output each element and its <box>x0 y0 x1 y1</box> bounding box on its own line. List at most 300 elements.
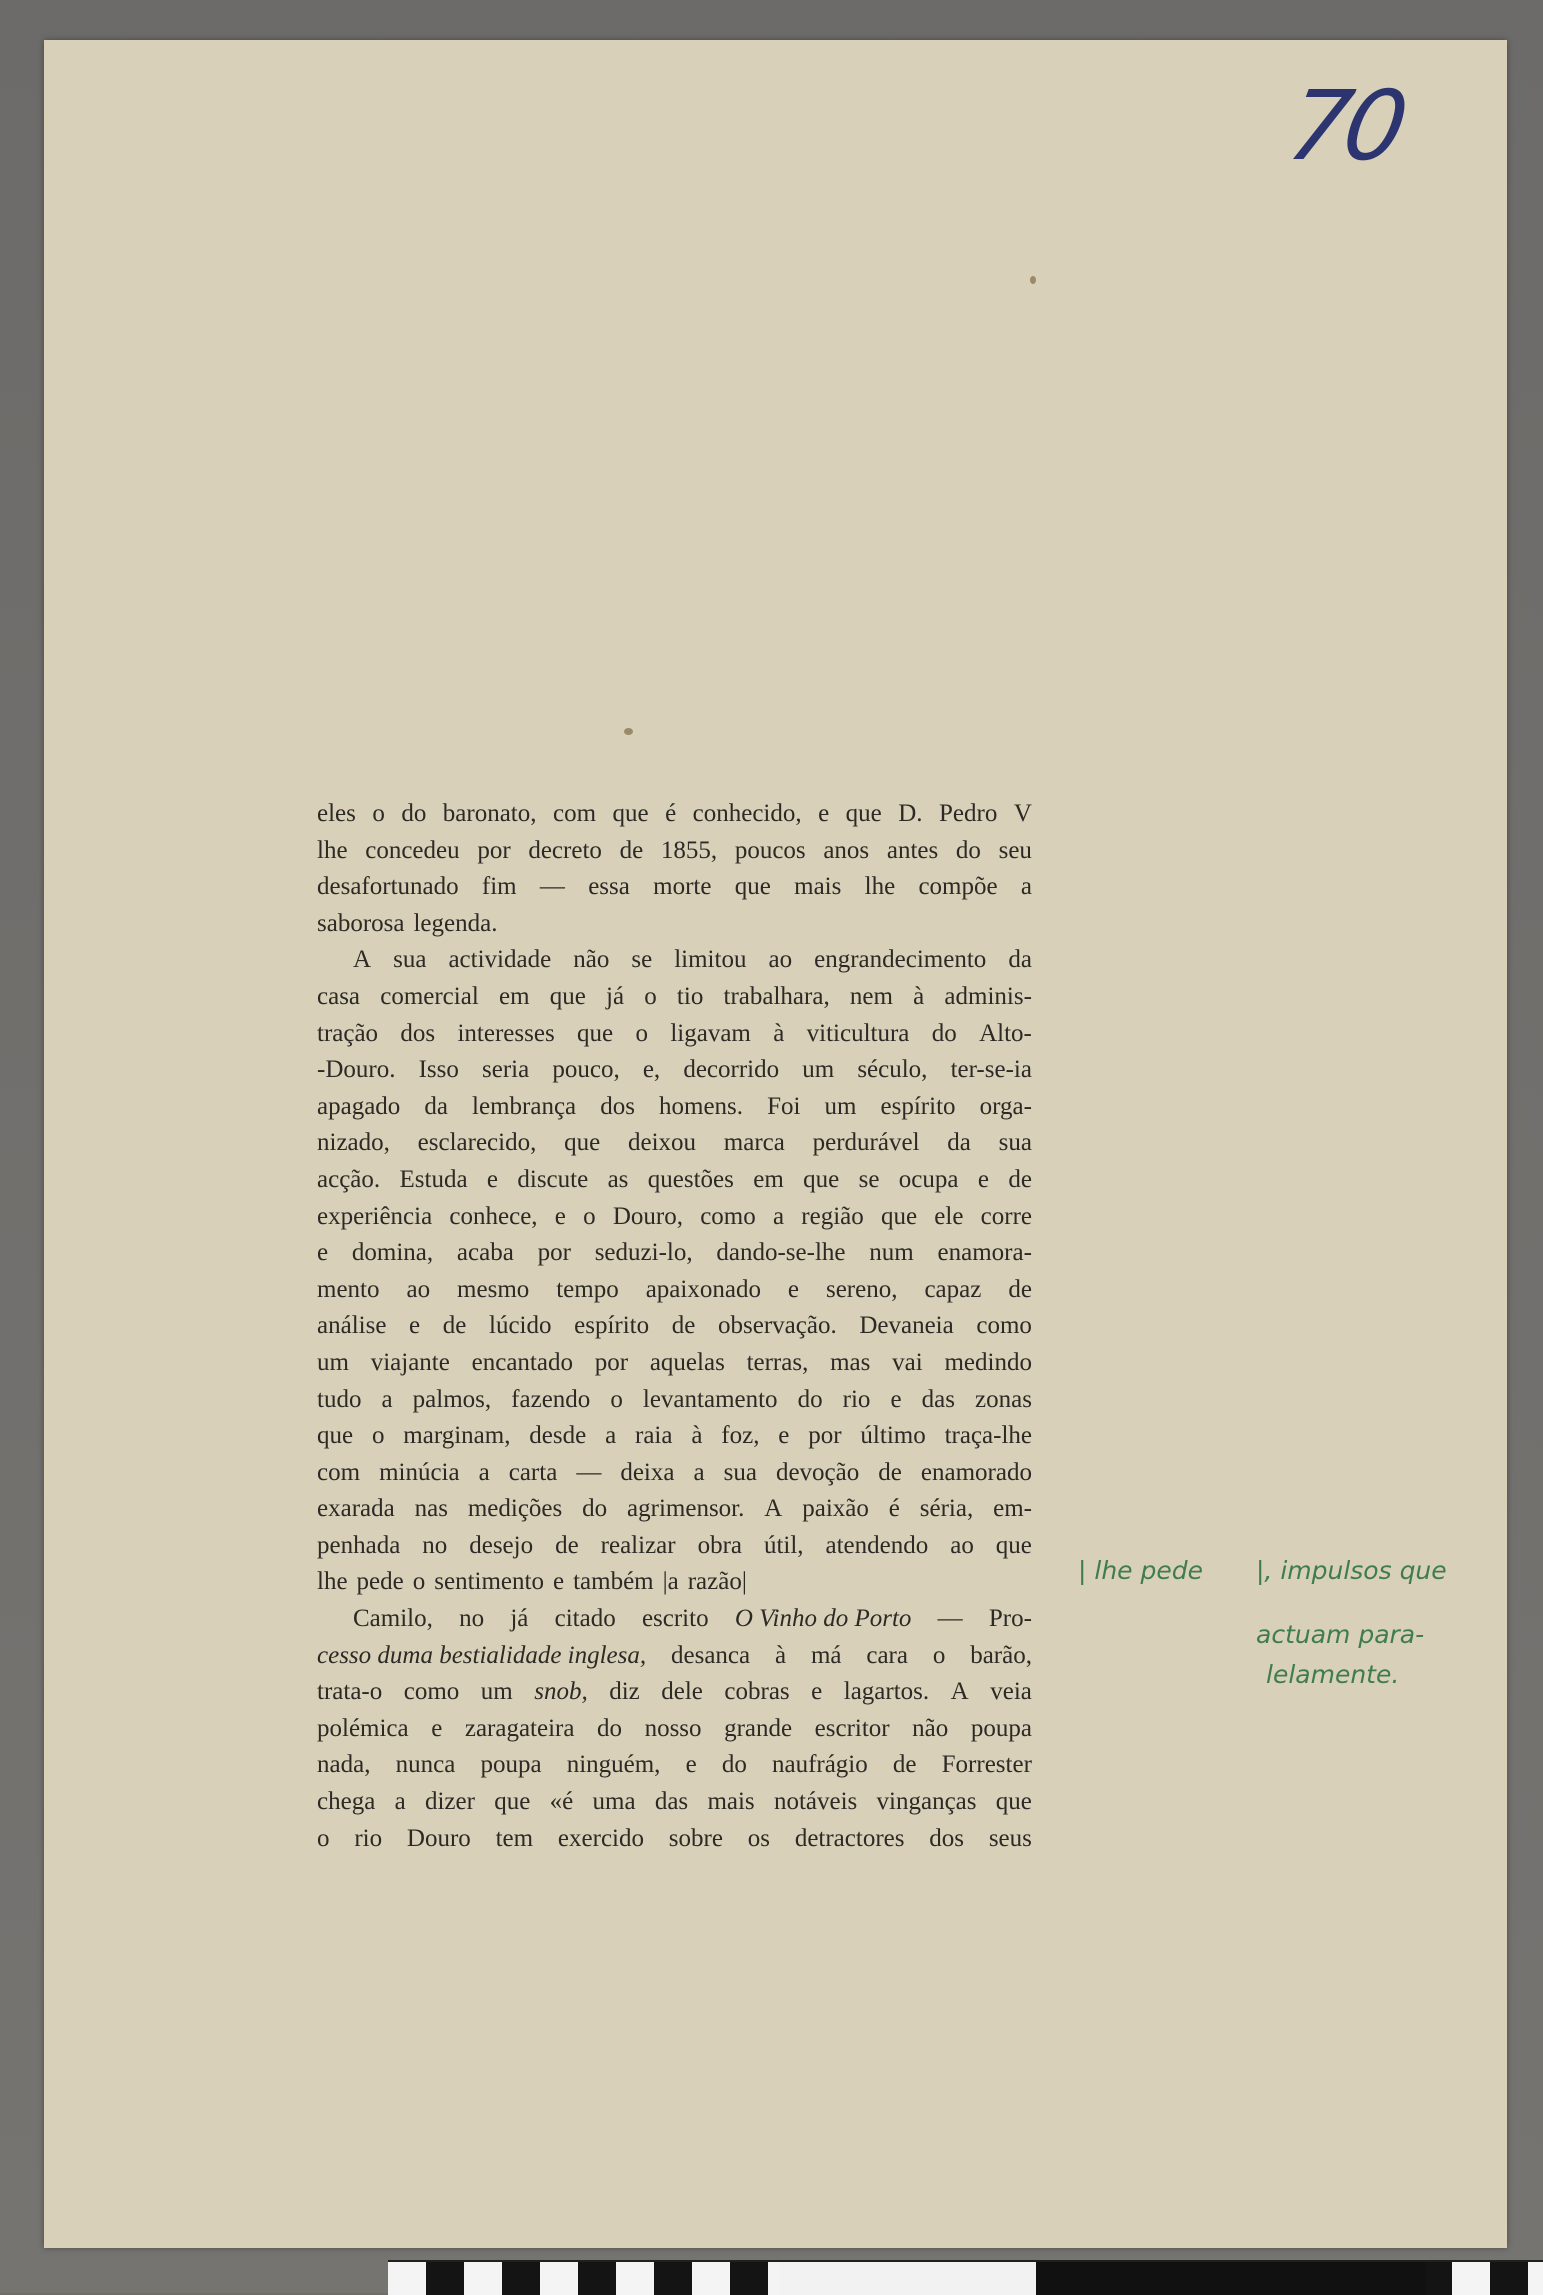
word: baronato, <box>442 800 537 827</box>
word: dos <box>929 1824 965 1852</box>
word: e <box>818 800 830 827</box>
word: grande <box>724 1714 793 1742</box>
word: de <box>442 1312 467 1340</box>
word: Isso <box>418 1056 459 1084</box>
word: sua <box>998 1129 1032 1157</box>
word: ter-se-ia <box>950 1056 1032 1084</box>
word: como <box>403 1678 460 1706</box>
word: e <box>317 1239 329 1267</box>
word: esclarecido, <box>417 1129 537 1157</box>
word: último <box>860 1422 926 1450</box>
word: os <box>747 1824 770 1852</box>
word: trabalhara, <box>723 982 830 1010</box>
word: exarada <box>317 1495 395 1523</box>
word: diz <box>609 1678 640 1706</box>
word: da <box>947 1129 971 1157</box>
word: marginam, <box>403 1422 511 1450</box>
word: do <box>931 1019 957 1047</box>
word: a <box>394 1788 406 1816</box>
word: com <box>317 1458 361 1486</box>
word: acaba <box>456 1239 514 1267</box>
word: dando-se-lhe <box>716 1239 846 1267</box>
word: minúcia <box>379 1458 460 1486</box>
word: traça-lhe <box>944 1422 1032 1450</box>
word: escrito <box>641 1605 709 1633</box>
word: morte <box>653 873 712 901</box>
word: é <box>665 800 677 827</box>
word: poupa <box>480 1751 542 1779</box>
text-line <box>317 1235 1032 1272</box>
word: nas <box>414 1495 448 1523</box>
word: ele <box>934 1202 964 1230</box>
word: tio <box>676 982 704 1010</box>
ruler-white-block <box>780 2262 1036 2295</box>
word: o <box>583 1202 596 1230</box>
body-text <box>317 796 1032 1857</box>
word: Foi <box>767 1092 801 1120</box>
text-line <box>317 1162 1032 1199</box>
word: por <box>594 1348 629 1376</box>
word: nunca <box>395 1751 456 1779</box>
word: um <box>802 1056 835 1084</box>
margin-annotation-actuam: actuam para- <box>1256 1620 1425 1649</box>
word: o <box>932 1641 946 1669</box>
word: vinganças <box>876 1788 977 1816</box>
word: sereno, <box>825 1275 898 1303</box>
word: antes <box>886 836 939 864</box>
text-line <box>317 796 1032 833</box>
word: zonas <box>975 1385 1032 1413</box>
word: dos <box>600 1092 635 1120</box>
word: do <box>955 836 981 864</box>
word: carta <box>508 1458 558 1486</box>
word: acção. <box>317 1165 381 1193</box>
word: raia <box>635 1422 673 1450</box>
word: V <box>1013 800 1032 827</box>
text-line <box>317 1052 1032 1089</box>
word: barão, <box>970 1641 1032 1669</box>
word: a <box>1020 873 1032 901</box>
word: engrandecimento <box>814 946 987 974</box>
word: que <box>803 1165 840 1193</box>
word: deixou <box>627 1129 697 1157</box>
word: naufrágio <box>771 1751 868 1779</box>
word: mesmo <box>457 1275 530 1303</box>
word: tudo <box>317 1385 362 1413</box>
word: no <box>459 1605 485 1633</box>
word: levantamento <box>642 1385 778 1413</box>
text-line <box>317 1089 1032 1126</box>
word: cesso duma bestialidade inglesa, <box>317 1641 647 1669</box>
paper-speck <box>1030 276 1036 284</box>
word: um <box>480 1678 513 1706</box>
word: legenda. <box>413 909 498 937</box>
word: por <box>808 1422 842 1450</box>
word: à <box>774 1641 787 1669</box>
text-line <box>317 1638 1032 1675</box>
word: |a <box>662 1568 679 1596</box>
text-line <box>317 1821 1032 1858</box>
word: palmos, <box>412 1385 492 1413</box>
word: experiência <box>317 1202 433 1230</box>
word: em <box>753 1165 784 1193</box>
word: que <box>317 1422 354 1450</box>
word: e <box>890 1385 902 1413</box>
word: adminis- <box>944 982 1032 1010</box>
word: que <box>564 1129 601 1157</box>
word: à <box>773 1019 785 1047</box>
word: ocupa <box>898 1165 959 1193</box>
word: lhe <box>864 873 896 901</box>
word: espírito <box>574 1312 650 1340</box>
word: e <box>811 1678 823 1706</box>
word: -Douro. <box>317 1056 396 1084</box>
text-line <box>317 1455 1032 1492</box>
text-line <box>317 1564 1032 1601</box>
word: mento <box>317 1275 380 1303</box>
text-line <box>317 906 1032 943</box>
word: corre <box>980 1202 1032 1230</box>
word: rio <box>842 1385 871 1413</box>
word: poupa <box>970 1714 1032 1742</box>
word: que <box>995 1788 1032 1816</box>
word: que <box>995 1531 1032 1559</box>
word: que <box>845 800 882 827</box>
word: cara <box>866 1641 908 1669</box>
text-line <box>317 1382 1032 1419</box>
word: o <box>412 1568 426 1596</box>
word: pede <box>356 1568 404 1596</box>
word: citado <box>554 1605 616 1633</box>
word: que <box>612 800 649 827</box>
word: mais <box>794 873 842 901</box>
word: essa <box>588 873 630 901</box>
word: 1855, <box>660 836 718 864</box>
word: e <box>685 1751 697 1779</box>
word: tração <box>317 1019 379 1047</box>
word: desejo <box>469 1531 534 1559</box>
word: espírito <box>880 1092 956 1120</box>
word: mas <box>830 1348 871 1376</box>
word: interesses <box>457 1019 555 1047</box>
word: domina, <box>351 1239 434 1267</box>
word: comercial <box>380 982 479 1010</box>
scale-ruler <box>388 2260 1543 2295</box>
word: a <box>693 1458 705 1486</box>
word: a <box>478 1458 490 1486</box>
word: das <box>921 1385 955 1413</box>
word: A <box>353 946 372 974</box>
word: seria <box>482 1056 530 1084</box>
word: de <box>619 836 644 864</box>
text-line <box>317 1528 1032 1565</box>
word: no <box>422 1531 448 1559</box>
word: Douro <box>406 1824 471 1852</box>
word: a <box>605 1422 617 1450</box>
word: já <box>510 1605 529 1633</box>
word: zaragateira <box>464 1714 575 1742</box>
word: conhece, <box>449 1202 538 1230</box>
text-line <box>317 1016 1032 1053</box>
word: saborosa <box>317 909 405 937</box>
word: desanca <box>671 1641 751 1669</box>
word: deixa <box>620 1458 675 1486</box>
word: em- <box>993 1495 1032 1523</box>
word: ligavam <box>670 1019 751 1047</box>
word: obra <box>697 1531 742 1559</box>
word: O Vinho do Porto <box>734 1605 912 1633</box>
word: e <box>778 1422 790 1450</box>
word: seduzi-lo, <box>594 1239 693 1267</box>
word: dele <box>661 1678 703 1706</box>
word: séria, <box>919 1495 974 1523</box>
text-line <box>317 979 1032 1016</box>
word: veia <box>990 1678 1032 1706</box>
word: lhe <box>317 1568 348 1596</box>
word: lhe <box>317 836 348 864</box>
word: da <box>424 1092 448 1120</box>
word: polémica <box>317 1714 409 1742</box>
word: as <box>607 1165 629 1193</box>
word: foz, <box>721 1422 760 1450</box>
word: — <box>576 1458 602 1486</box>
word: fazendo <box>511 1385 591 1413</box>
text-line <box>317 1272 1032 1309</box>
word: e <box>552 1568 565 1596</box>
word: sobre <box>668 1824 723 1852</box>
word: rio <box>354 1824 383 1852</box>
text-line <box>317 1125 1032 1162</box>
word: como <box>700 1202 756 1230</box>
word: é <box>888 1495 900 1523</box>
word: Forrester <box>941 1751 1032 1779</box>
word: viticultura <box>806 1019 910 1047</box>
word: e <box>787 1275 800 1303</box>
word: do <box>797 1385 823 1413</box>
word: e <box>977 1165 989 1193</box>
word: medindo <box>944 1348 1032 1376</box>
word: e, <box>642 1056 661 1084</box>
text-line <box>317 869 1032 906</box>
word: «é <box>549 1788 574 1816</box>
word: exercido <box>557 1824 644 1852</box>
word: devoção <box>775 1458 860 1486</box>
word: lagartos. <box>843 1678 930 1706</box>
word: aquelas <box>649 1348 725 1376</box>
word: encantado <box>471 1348 573 1376</box>
word: da <box>1008 946 1032 974</box>
word: dizer <box>424 1788 475 1816</box>
word: anos <box>823 836 870 864</box>
word: que <box>880 1202 918 1230</box>
text-line <box>317 1747 1032 1784</box>
word: poucos <box>734 836 806 864</box>
word: pouco, <box>552 1056 620 1084</box>
word: discute <box>517 1165 589 1193</box>
word: nosso <box>644 1714 702 1742</box>
word: ao <box>406 1275 431 1303</box>
word: do <box>721 1751 747 1779</box>
word: e <box>554 1202 566 1230</box>
word: nada, <box>317 1751 371 1779</box>
word: útil, <box>763 1531 804 1559</box>
word: eles <box>317 800 356 827</box>
word: concedeu <box>365 836 460 864</box>
text-line <box>317 1491 1032 1528</box>
folio-number: 70 <box>1280 70 1411 182</box>
word: apagado <box>317 1092 401 1120</box>
word: A <box>950 1678 969 1706</box>
word: o <box>371 1422 385 1450</box>
word: à <box>913 982 925 1010</box>
word: conhecido, <box>692 800 802 827</box>
word: num <box>869 1239 914 1267</box>
word: que <box>734 873 771 901</box>
text-line <box>317 1418 1032 1455</box>
word: viajante <box>370 1348 450 1376</box>
word: limitou <box>674 946 747 974</box>
margin-annotation-impulsos: |, impulsos que <box>1256 1556 1447 1585</box>
word: trata-o <box>317 1678 383 1706</box>
word: apaixonado <box>645 1275 761 1303</box>
text-line <box>317 1784 1032 1821</box>
text-line <box>317 1601 1032 1638</box>
word: a <box>772 1202 785 1230</box>
word: dos <box>400 1019 436 1047</box>
word: cobras <box>724 1678 790 1706</box>
word: e <box>486 1165 499 1193</box>
word: lúcido <box>489 1312 552 1340</box>
word: — <box>937 1605 963 1633</box>
word: vai <box>892 1348 923 1376</box>
word: orga- <box>979 1092 1032 1120</box>
word: desde <box>529 1422 587 1450</box>
word: questões <box>647 1165 734 1193</box>
word: agrimensor. <box>627 1495 745 1523</box>
word: perdurável <box>812 1129 920 1157</box>
word: Pedro <box>939 800 998 827</box>
word: ao <box>768 946 793 974</box>
word: um <box>824 1092 857 1120</box>
word: seu <box>998 836 1032 864</box>
word: fim <box>481 873 517 901</box>
word: com <box>552 800 597 827</box>
text-line <box>317 1199 1032 1236</box>
word: não <box>912 1714 949 1742</box>
word: a <box>381 1385 393 1413</box>
word: já <box>606 982 625 1010</box>
ruler-black-block <box>1036 2262 1426 2295</box>
word: Devaneia <box>859 1312 954 1340</box>
word: que <box>494 1788 531 1816</box>
word: Alto- <box>979 1019 1032 1047</box>
word: detractores <box>794 1824 905 1852</box>
word: análise <box>317 1312 387 1340</box>
word: não <box>573 946 610 974</box>
word: notáveis <box>773 1788 858 1816</box>
text-line <box>317 942 1032 979</box>
word: uma <box>592 1788 636 1816</box>
text-line <box>317 833 1032 870</box>
word: em <box>498 982 530 1010</box>
paper-speck <box>624 728 633 735</box>
word: por <box>477 836 511 864</box>
word: do <box>582 1495 608 1523</box>
word: por <box>537 1239 571 1267</box>
word: mais <box>707 1788 755 1816</box>
word: A <box>764 1495 783 1523</box>
word: penhada <box>317 1531 401 1559</box>
word: de <box>1008 1165 1032 1193</box>
word: do <box>401 800 427 827</box>
word: decorrido <box>683 1056 780 1084</box>
word: má <box>810 1641 842 1669</box>
word: compõe <box>918 873 998 901</box>
word: — <box>539 873 565 901</box>
word: o <box>372 800 385 827</box>
word: século, <box>857 1056 928 1084</box>
word: actividade <box>448 946 552 974</box>
word: marca <box>723 1129 785 1157</box>
word: seus <box>988 1824 1032 1852</box>
word: tempo <box>556 1275 619 1303</box>
word: de <box>878 1458 902 1486</box>
word: e <box>431 1714 443 1742</box>
word: observação. <box>718 1312 837 1340</box>
word: de <box>555 1531 579 1559</box>
word: desafortunado <box>317 873 459 901</box>
word: decreto <box>528 836 602 864</box>
word: Douro, <box>612 1202 683 1230</box>
word: sentimento <box>434 1568 544 1596</box>
margin-annotation-lelamente: lelamente. <box>1266 1660 1400 1689</box>
word: homens. <box>659 1092 744 1120</box>
word: que <box>549 982 586 1010</box>
word: enamorado <box>920 1458 1032 1486</box>
word: ninguém, <box>566 1751 661 1779</box>
word: um <box>317 1348 349 1376</box>
word: região <box>801 1202 864 1230</box>
word: sua <box>723 1458 757 1486</box>
word: das <box>654 1788 689 1816</box>
word: o <box>635 1019 648 1047</box>
text-line <box>317 1345 1032 1382</box>
word: de <box>1008 1275 1032 1303</box>
word: que <box>577 1019 614 1047</box>
word: de <box>671 1312 696 1340</box>
word: escritor <box>814 1714 890 1742</box>
word: também <box>573 1568 654 1596</box>
word: do <box>597 1714 623 1742</box>
word: se <box>858 1165 880 1193</box>
word: ao <box>950 1531 974 1559</box>
word: de <box>892 1751 917 1779</box>
text-line <box>317 1308 1032 1345</box>
word: nizado, <box>317 1129 390 1157</box>
word: e <box>409 1312 421 1340</box>
word: lembrança <box>472 1092 577 1120</box>
word: Estuda <box>399 1165 468 1193</box>
word: snob, <box>534 1678 588 1706</box>
word: casa <box>317 982 361 1010</box>
word: o <box>644 982 657 1010</box>
word: realizar <box>600 1531 676 1559</box>
word: se <box>631 946 653 974</box>
word: D. <box>898 800 923 827</box>
word: terras, <box>746 1348 809 1376</box>
word: tem <box>495 1824 534 1852</box>
word: o <box>610 1385 623 1413</box>
